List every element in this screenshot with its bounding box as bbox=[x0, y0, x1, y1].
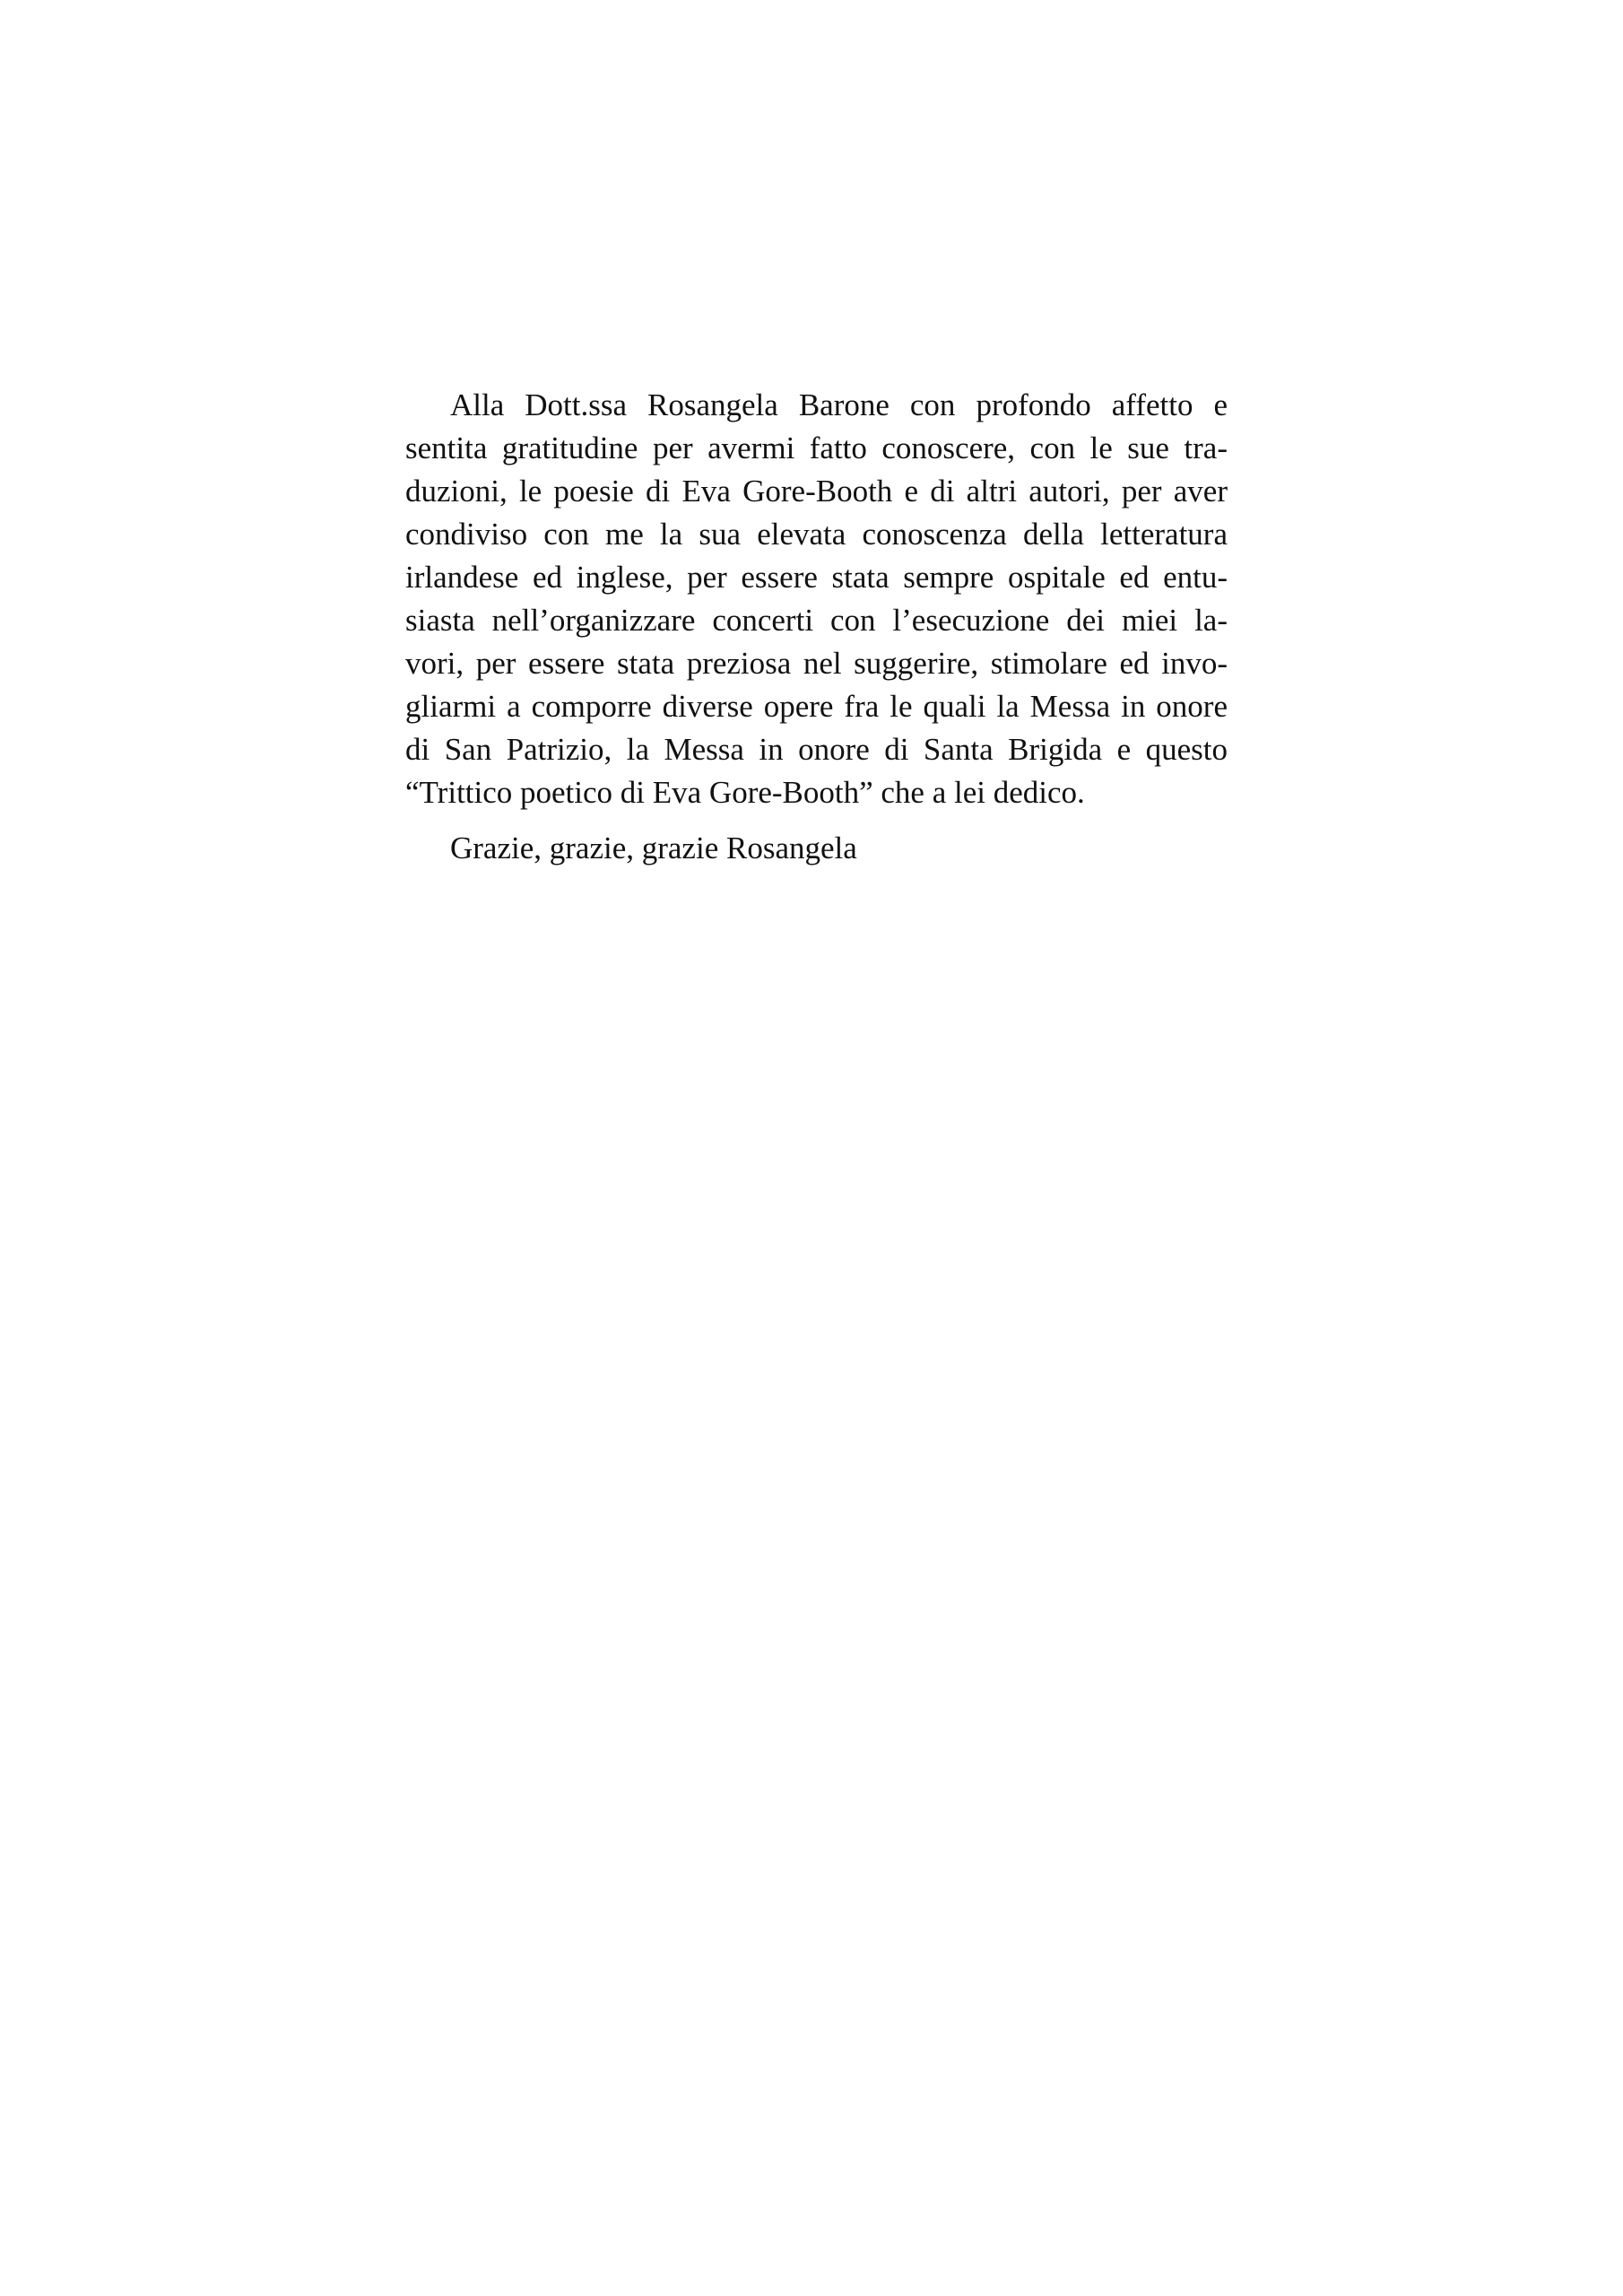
dedication-line: irlandese ed inglese, per essere stata sempre ospitale ed entu- bbox=[405, 560, 1228, 595]
closing-thanks: Grazie, grazie, grazie Rosangela bbox=[450, 831, 857, 865]
dedication-line: siasta nell’organizzare concerti con l’esecuzione dei miei la- bbox=[405, 603, 1228, 638]
dedication-line: duzioni, le poesie di Eva Gore-Booth e di altri autori, per aver bbox=[405, 474, 1228, 509]
dedication-line: Alla Dott.ssa Rosangela Barone con profondo affetto e bbox=[450, 387, 1228, 422]
dedication-line: sentita gratitudine per avermi fatto conoscere, con le sue tra- bbox=[405, 430, 1228, 465]
dedication-line: vori, per essere stata preziosa nel suggerire, stimolare ed invo- bbox=[405, 646, 1228, 681]
dedication-line: condiviso con me la sua elevata conoscenza della letteratura bbox=[405, 517, 1228, 552]
dedication-line: gliarmi a comporre diverse opere fra le quali la Messa in onore bbox=[405, 689, 1228, 724]
dedication-line: “Trittico poetico di Eva Gore-Booth” che a lei dedico. bbox=[405, 775, 1085, 810]
dedication-line: di San Patrizio, la Messa in onore di Santa Brigida e questo bbox=[405, 732, 1228, 767]
dedication-paragraph bbox=[405, 384, 1228, 814]
